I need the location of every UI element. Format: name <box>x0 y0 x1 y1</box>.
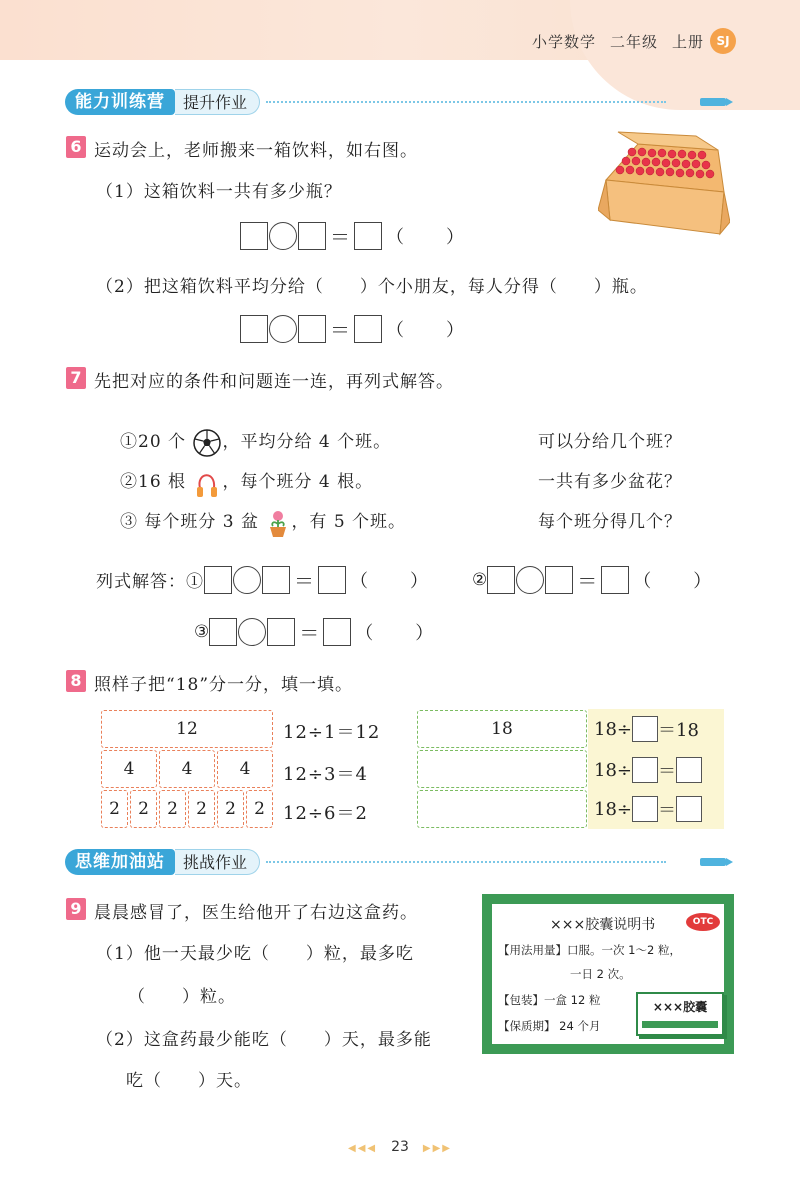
example-sixth: 2 <box>217 790 244 828</box>
example-sixth: 2 <box>130 790 157 828</box>
question-6-number: 6 <box>66 136 86 158</box>
medicine-box-picture <box>636 992 724 1036</box>
task-equation-1 <box>594 716 699 742</box>
task-result: ＝18 <box>658 720 699 741</box>
q6-p2-a: （2）把这箱饮料平均分给（ <box>96 277 324 297</box>
medicine-title: ×××胶囊说明书 <box>550 917 656 933</box>
header-volume: 上册 <box>671 33 704 51</box>
medicine-usage: 【用法用量】口服。一次 1～2 粒， <box>498 943 681 957</box>
question-7-number: 7 <box>66 367 86 389</box>
operator-circle[interactable] <box>269 315 297 343</box>
solve-label: 列式解答：① <box>96 572 204 592</box>
question-6-part-1: （1）这箱饮料一共有多少瓶？ <box>96 182 342 202</box>
task-equation-2 <box>594 757 702 783</box>
unit-paren[interactable]: （ ） <box>355 622 436 644</box>
question-b[interactable]: 一共有多少盆花？ <box>538 472 682 492</box>
q7-equation-1 <box>96 565 430 594</box>
equals-sign: ＝ <box>299 621 320 645</box>
q9-p1-a: （1）他一天最少吃（ <box>96 944 270 964</box>
example-equation: 12÷6＝2 <box>283 803 368 824</box>
task-prefix: 18÷ <box>594 798 632 820</box>
example-sixth: 2 <box>246 790 273 828</box>
question-9-number: 9 <box>66 898 86 920</box>
equals-sign: ＝ <box>330 318 350 342</box>
unit-paren[interactable]: （ ） <box>386 319 466 341</box>
jump-rope-icon <box>192 468 222 498</box>
q6-equation-2 <box>240 314 466 343</box>
operator-circle[interactable] <box>238 618 266 646</box>
flower-pot-icon <box>265 508 291 538</box>
answer-box[interactable] <box>204 566 232 594</box>
section-1-subtitle: 提升作业 <box>175 89 260 115</box>
task-whole: 18 <box>417 710 587 748</box>
q6-p2-c: ）瓶。 <box>593 277 648 297</box>
right-arrows-icon: ▶▶▶ <box>422 1143 452 1154</box>
answer-box[interactable] <box>298 315 326 343</box>
condition-2-b: ，每个班分 4 根。 <box>222 472 374 492</box>
condition-1[interactable] <box>120 427 391 458</box>
soccer-ball-icon <box>192 428 222 458</box>
question-7-text: 先把对应的条件和问题连一连，再列式解答。 <box>94 372 454 392</box>
task-row-2[interactable] <box>417 750 587 788</box>
pencil-icon <box>700 98 726 106</box>
section-title-2 <box>65 849 666 875</box>
example-equation: 12÷3＝4 <box>283 764 368 785</box>
answer-box[interactable] <box>632 796 658 822</box>
left-arrows-icon: ◀◀◀ <box>348 1143 378 1154</box>
answer-box[interactable] <box>318 566 346 594</box>
q9-p2-b: ）天，最多能 <box>323 1030 432 1050</box>
question-c[interactable]: 每个班分得几个？ <box>538 512 682 532</box>
q6-equation-1 <box>240 221 466 250</box>
task-prefix: 18÷ <box>594 718 632 740</box>
header-grade: 二年级 <box>609 33 658 51</box>
task-equals: ＝ <box>658 800 676 821</box>
example-third: 4 <box>217 750 273 788</box>
header-badge: SJ <box>710 28 736 54</box>
q7-equation-3 <box>194 617 435 646</box>
task-equals: ＝ <box>658 761 676 782</box>
question-8-text: 照样子把“18”分一分，填一填。 <box>94 675 354 695</box>
operator-circle[interactable] <box>233 566 261 594</box>
answer-box[interactable] <box>209 618 237 646</box>
condition-3[interactable] <box>120 507 406 538</box>
operator-circle[interactable] <box>516 566 544 594</box>
example-equation: 12÷1＝12 <box>283 722 381 743</box>
medicine-package: 【包装】一盒 12 粒 <box>498 993 601 1007</box>
operator-circle[interactable] <box>269 222 297 250</box>
medicine-shelf-life: 【保质期】 24 个月 <box>498 1019 601 1033</box>
q9-p1-b: ）粒，最多吃 <box>305 944 414 964</box>
label-3: ③ <box>194 621 210 642</box>
q9-p2-a: （2）这盒药最少能吃（ <box>96 1030 288 1050</box>
task-prefix: 18÷ <box>594 759 632 781</box>
answer-box[interactable] <box>267 618 295 646</box>
pencil-icon <box>700 858 726 866</box>
answer-box[interactable] <box>601 566 629 594</box>
medicine-leaflet <box>482 894 734 1054</box>
q7-equation-2 <box>472 565 713 594</box>
answer-box[interactable] <box>676 757 702 783</box>
answer-box[interactable] <box>354 315 382 343</box>
q6-p2-b: ）个小朋友，每人分得（ <box>359 277 558 297</box>
example-sixth: 2 <box>159 790 186 828</box>
section-1-divider <box>266 101 666 103</box>
drinks-box-picture <box>598 130 730 238</box>
task-row-3[interactable] <box>417 790 587 828</box>
question-6-text: 运动会上，老师搬来一箱饮料，如右图。 <box>94 141 418 161</box>
question-a[interactable]: 可以分给几个班？ <box>538 432 682 452</box>
answer-box[interactable] <box>240 222 268 250</box>
condition-3-b: ，有 5 个班。 <box>291 512 407 532</box>
question-9-part-1-cont: （ ）粒。 <box>128 987 236 1007</box>
answer-box[interactable] <box>487 566 515 594</box>
question-9-text: 晨晨感冒了，医生给他开了右边这盒药。 <box>94 903 418 923</box>
question-9-part-2-cont: 吃（ ）天。 <box>126 1071 252 1091</box>
answer-box[interactable] <box>354 222 382 250</box>
equals-sign: ＝ <box>577 569 598 593</box>
answer-box[interactable] <box>632 757 658 783</box>
medicine-leaflet-inner <box>492 904 724 1044</box>
condition-2-a: ②16 根 <box>120 472 187 492</box>
condition-2[interactable] <box>120 467 373 498</box>
example-third: 4 <box>159 750 215 788</box>
answer-box[interactable] <box>632 716 658 742</box>
answer-box[interactable] <box>262 566 290 594</box>
otc-badge: OTC <box>686 913 720 931</box>
header-subject: 小学数学 <box>531 33 596 51</box>
label-2: ② <box>472 569 488 590</box>
medicine-usage-2: 一日 2 次。 <box>570 967 631 981</box>
unit-paren[interactable]: （ ） <box>350 570 430 592</box>
section-title-1 <box>65 89 666 115</box>
example-sixth: 2 <box>101 790 128 828</box>
unit-paren[interactable]: （ ） <box>386 226 466 248</box>
equals-sign: ＝ <box>294 569 314 593</box>
question-9-part-1 <box>96 939 414 964</box>
question-6-part-2 <box>96 272 648 297</box>
medicine-box-label: ×××胶囊 <box>652 1000 708 1014</box>
task-equation-3 <box>594 796 702 822</box>
example-third: 4 <box>101 750 157 788</box>
page-header <box>518 31 704 52</box>
page-footer <box>0 1136 800 1156</box>
answer-box[interactable] <box>676 796 702 822</box>
question-8-number: 8 <box>66 670 86 692</box>
answer-box[interactable] <box>298 222 326 250</box>
answer-box[interactable] <box>545 566 573 594</box>
section-2-title: 思维加油站 <box>65 849 175 875</box>
question-9-part-2 <box>96 1025 432 1050</box>
condition-1-a: ①20 个 <box>120 432 187 452</box>
example-sixth: 2 <box>188 790 215 828</box>
condition-1-b: ，平均分给 4 个班。 <box>222 432 392 452</box>
section-2-subtitle: 挑战作业 <box>175 849 260 875</box>
answer-box[interactable] <box>240 315 268 343</box>
section-1-title: 能力训练营 <box>65 89 175 115</box>
answer-box[interactable] <box>323 618 351 646</box>
condition-3-a: ③ 每个班分 3 盆 <box>120 512 260 532</box>
example-whole: 12 <box>101 710 273 748</box>
equals-sign: ＝ <box>330 225 350 249</box>
section-2-divider <box>266 861 666 863</box>
page-number: 23 <box>391 1139 409 1155</box>
unit-paren[interactable]: （ ） <box>633 570 714 592</box>
medicine-box-stripe <box>642 1021 718 1028</box>
